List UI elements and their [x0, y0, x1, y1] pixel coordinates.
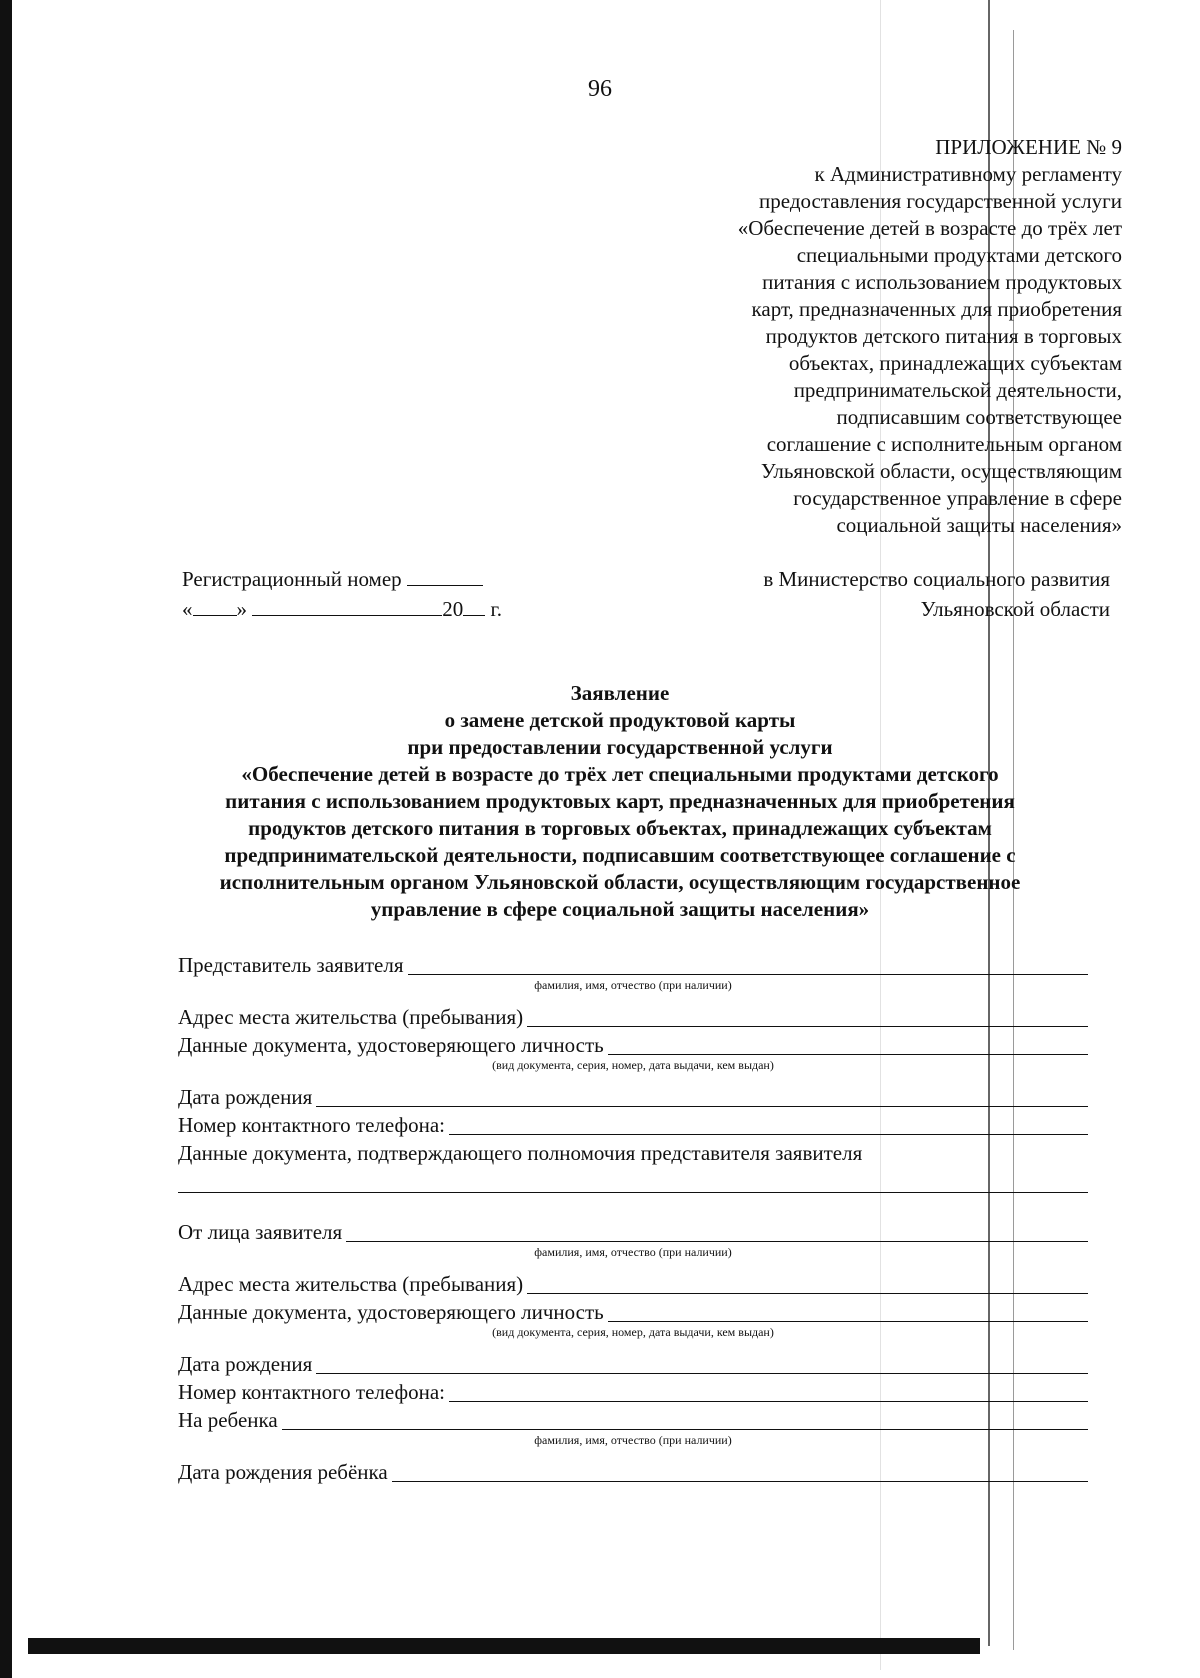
appendix-line: «Обеспечение детей в возрасте до трёх лет	[737, 216, 1122, 240]
appendix-line: предоставления государственной услуги	[759, 189, 1122, 213]
applicant-birth-date-field[interactable]	[316, 1353, 1088, 1374]
child-birth-date-field[interactable]	[392, 1461, 1088, 1482]
date-close-quote: »	[236, 597, 247, 621]
form-row	[178, 1269, 1088, 1297]
title-line: при предоставлении государственной услуги	[407, 735, 833, 759]
representative-phone-field[interactable]	[449, 1114, 1088, 1135]
registration-block	[182, 564, 502, 624]
form-row	[178, 1030, 1088, 1058]
on-behalf-label: От лица заявителя	[178, 1220, 343, 1244]
application-form	[178, 950, 1088, 1485]
document-title	[160, 680, 1080, 923]
date-day-field[interactable]	[193, 597, 237, 616]
applicant-address-field[interactable]	[527, 1273, 1088, 1294]
appendix-line: подписавшим соответствующее	[836, 405, 1122, 429]
representative-birth-date-field[interactable]	[316, 1086, 1088, 1107]
applicant-phone-field[interactable]	[449, 1381, 1088, 1402]
birth-date-label: Дата рождения	[178, 1085, 313, 1109]
title-line: «Обеспечение детей в возрасте до трёх лет специальными продуктами детского	[241, 762, 999, 786]
title-line: управление в сфере социальной защиты населения»	[370, 897, 870, 921]
appendix-line: Ульяновской области, осуществляющим	[760, 459, 1122, 483]
form-row	[178, 1297, 1088, 1325]
form-row	[178, 1082, 1088, 1110]
form-row	[178, 1457, 1088, 1485]
representative-address-field[interactable]	[527, 1006, 1088, 1027]
representative-id-document-field[interactable]	[608, 1034, 1088, 1055]
appendix-line: объектах, принадлежащих субъектам	[788, 351, 1122, 375]
fio-hint: фамилия, имя, отчество (при наличии)	[534, 978, 732, 992]
appendix-line: специальными продуктами детского	[796, 243, 1122, 267]
birth-date-label: Дата рождения	[178, 1352, 313, 1376]
form-row	[178, 1349, 1088, 1377]
address-label: Адрес места жительства (пребывания)	[178, 1272, 524, 1296]
appendix-line: карт, предназначенных для приобретения	[751, 297, 1122, 321]
appendix-line: государственное управление в сфере	[793, 486, 1122, 510]
appendix-line: питания с использованием продуктовых	[762, 270, 1122, 294]
registration-number-label: Регистрационный номер	[182, 567, 402, 591]
date-open-quote: «	[182, 597, 193, 621]
authority-document-label: Данные документа, подтверждающего полномочия представителя заявителя	[178, 1141, 863, 1165]
child-birth-date-label: Дата рождения ребёнка	[178, 1460, 388, 1484]
phone-label: Номер контактного телефона:	[178, 1380, 445, 1404]
appendix-line: к Административному регламенту	[814, 162, 1122, 186]
registration-number-field[interactable]	[407, 567, 483, 586]
form-row	[178, 1138, 1088, 1166]
child-label: На ребенка	[178, 1408, 278, 1432]
page-number: 96	[588, 76, 612, 102]
title-line: о замене детской продуктовой карты	[444, 708, 796, 732]
recipient-line: в Министерство социального развития	[763, 567, 1110, 591]
recipient-block	[763, 564, 1110, 624]
title-line: питания с использованием продуктовых карт, предназначенных для приобретения	[225, 789, 1015, 813]
recipient-line: Ульяновской области	[920, 597, 1110, 621]
title-line: исполнительным органом Ульяновской области, осуществляющим государственное	[219, 870, 1021, 894]
id-document-hint: (вид документа, серия, номер, дата выдачи, кем выдан)	[492, 1058, 774, 1072]
fio-hint: фамилия, имя, отчество (при наличии)	[534, 1433, 732, 1447]
applicant-id-document-field[interactable]	[608, 1301, 1088, 1322]
id-document-label: Данные документа, удостоверяющего личность	[178, 1033, 604, 1057]
scan-border-left	[0, 0, 12, 1678]
appendix-line: ПРИЛОЖЕНИЕ № 9	[935, 135, 1122, 159]
appendix-line: предпринимательской деятельности,	[793, 378, 1122, 402]
appendix-header	[562, 134, 1122, 539]
date-month-field[interactable]	[252, 597, 442, 616]
date-year-field[interactable]	[463, 597, 485, 616]
form-row	[178, 1377, 1088, 1405]
phone-label: Номер контактного телефона:	[178, 1113, 445, 1137]
appendix-line: соглашение с исполнительным органом	[766, 432, 1122, 456]
date-year-suffix: г.	[490, 597, 502, 621]
form-row	[178, 950, 1088, 978]
representative-fio-field[interactable]	[408, 954, 1089, 975]
fio-hint: фамилия, имя, отчество (при наличии)	[534, 1245, 732, 1259]
authority-document-field[interactable]	[178, 1166, 1088, 1193]
representative-label: Представитель заявителя	[178, 953, 404, 977]
child-fio-field[interactable]	[282, 1409, 1088, 1430]
address-label: Адрес места жительства (пребывания)	[178, 1005, 524, 1029]
form-row	[178, 1002, 1088, 1030]
appendix-line: социальной защиты населения»	[836, 513, 1122, 537]
form-row	[178, 1217, 1088, 1245]
appendix-line: продуктов детского питания в торговых	[765, 324, 1122, 348]
applicant-fio-field[interactable]	[346, 1221, 1088, 1242]
id-document-hint: (вид документа, серия, номер, дата выдачи, кем выдан)	[492, 1325, 774, 1339]
id-document-label: Данные документа, удостоверяющего личность	[178, 1300, 604, 1324]
form-row	[178, 1110, 1088, 1138]
title-line: Заявление	[570, 681, 670, 705]
title-line: продуктов детского питания в торговых объектах, принадлежащих субъектам	[248, 816, 992, 840]
scan-border-bottom	[28, 1638, 980, 1654]
date-year-prefix: 20	[442, 597, 464, 621]
title-line: предпринимательской деятельности, подписавшим соответствующее соглашение с	[224, 843, 1016, 867]
form-row	[178, 1405, 1088, 1433]
